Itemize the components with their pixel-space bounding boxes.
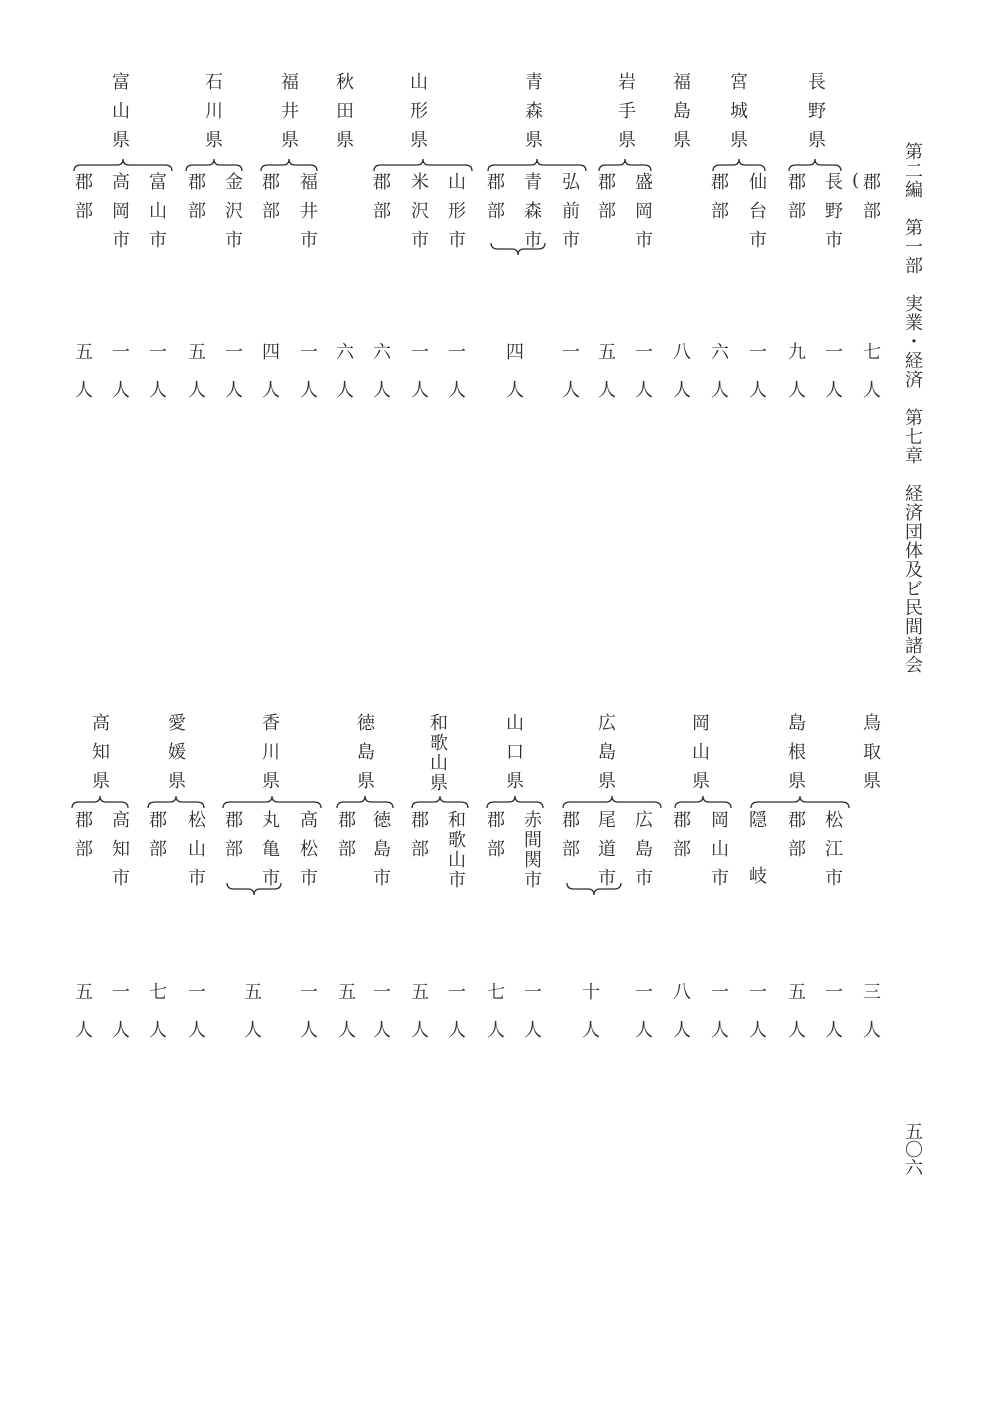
subdivision-name: 郡部 bbox=[595, 172, 616, 230]
subdivision-name: 郡部 bbox=[785, 810, 806, 868]
member-count: 一人 bbox=[445, 982, 466, 1058]
subdivision-name: 郡部 bbox=[335, 810, 356, 868]
member-count: 一人 bbox=[746, 342, 767, 418]
subdivision-name: 赤間関市 bbox=[521, 810, 542, 890]
grouping-brace bbox=[674, 795, 732, 811]
member-count: 五人 bbox=[408, 982, 429, 1058]
subdivision-name: 丸亀市 bbox=[259, 810, 280, 897]
member-count: 一人 bbox=[822, 342, 843, 418]
member-count: 一人 bbox=[222, 342, 243, 418]
member-count: 一人 bbox=[370, 982, 391, 1058]
running-head: 第二編 第一部 実業・経済 第七章 経済団体及ビ民間諸会 bbox=[902, 142, 923, 674]
member-count: 一人 bbox=[146, 342, 167, 418]
prefecture-name: 山形県 bbox=[407, 72, 428, 159]
member-count: 一人 bbox=[632, 342, 653, 418]
prefecture-name: 岡山県 bbox=[689, 713, 710, 800]
prefecture-name: 青森県 bbox=[522, 72, 543, 159]
paren-mark: ( bbox=[845, 170, 866, 191]
subdivision-name: 山形市 bbox=[445, 172, 466, 259]
grouping-brace bbox=[750, 795, 850, 811]
member-count: 九人 bbox=[785, 342, 806, 418]
member-count: 七人 bbox=[860, 342, 881, 418]
subdivision-name: 郡部 bbox=[785, 172, 806, 230]
subdivision-name: 郡部 bbox=[484, 172, 505, 230]
member-count: 五人 bbox=[335, 982, 356, 1058]
member-count: 一人 bbox=[822, 982, 843, 1058]
member-count: 七人 bbox=[146, 982, 167, 1058]
member-count: 一人 bbox=[632, 982, 653, 1058]
member-count: 一人 bbox=[109, 342, 130, 418]
member-count: 一人 bbox=[297, 982, 318, 1058]
subdivision-name: 郡部 bbox=[708, 172, 729, 230]
prefecture-name: 岩手県 bbox=[615, 72, 636, 159]
prefecture-name: 和歌山県 bbox=[427, 713, 448, 793]
member-count: 八人 bbox=[670, 342, 691, 418]
prefecture-name: 福島県 bbox=[670, 72, 691, 159]
grouping-brace bbox=[486, 795, 544, 811]
prefecture-name: 山口県 bbox=[503, 713, 524, 800]
prefecture-name: 徳島県 bbox=[354, 713, 375, 800]
grouping-brace bbox=[71, 795, 129, 811]
prefecture-name: 福井県 bbox=[278, 72, 299, 159]
member-count: 一人 bbox=[408, 342, 429, 418]
subdivision-name: 青森市 bbox=[521, 172, 542, 259]
member-count: 一人 bbox=[445, 342, 466, 418]
member-count: 五人 bbox=[595, 342, 616, 418]
member-count: 六人 bbox=[333, 342, 354, 418]
member-count: 一人 bbox=[109, 982, 130, 1058]
grouping-brace bbox=[222, 795, 322, 811]
subdivision-name: 金沢市 bbox=[222, 172, 243, 259]
member-count: 一人 bbox=[559, 342, 580, 418]
subdivision-name: 富山市 bbox=[146, 172, 167, 259]
member-count: 一人 bbox=[297, 342, 318, 418]
subdivision-name: 松山市 bbox=[185, 810, 206, 897]
subdivision-name: 郡部 bbox=[72, 810, 93, 868]
prefecture-name: 高知県 bbox=[89, 713, 110, 800]
grouping-brace bbox=[147, 795, 205, 811]
member-count: 一人 bbox=[521, 982, 542, 1058]
subdivision-name: 和歌山市 bbox=[445, 810, 466, 890]
subdivision-name: 松江市 bbox=[822, 810, 843, 897]
member-count: 七人 bbox=[484, 982, 505, 1058]
prefecture-name: 石川県 bbox=[202, 72, 223, 159]
subdivision-name: 郡部 bbox=[72, 172, 93, 230]
subdivision-name: 郡部 bbox=[222, 810, 243, 868]
subdivision-name: 郡部 bbox=[370, 172, 391, 230]
subdivision-name: 郡部 bbox=[670, 810, 691, 868]
member-count: 六人 bbox=[708, 342, 729, 418]
subdivision-name: 高松市 bbox=[297, 810, 318, 897]
member-count: 十人 bbox=[579, 982, 600, 1058]
prefecture-name: 島根県 bbox=[785, 713, 806, 800]
subdivision-name: 仙台市 bbox=[746, 172, 767, 259]
prefecture-name: 鳥取県 bbox=[860, 713, 881, 800]
subdivision-name: 尾道市 bbox=[595, 810, 616, 897]
subdivision-name: 長野市 bbox=[822, 172, 843, 259]
member-count: 一人 bbox=[746, 982, 767, 1058]
subdivision-name: 郡部 bbox=[559, 810, 580, 868]
member-count: 五人 bbox=[185, 342, 206, 418]
prefecture-name: 宮城県 bbox=[727, 72, 748, 159]
prefecture-name: 広島県 bbox=[595, 713, 616, 800]
subdivision-name: 盛岡市 bbox=[632, 172, 653, 259]
prefecture-name: 秋田県 bbox=[333, 72, 354, 159]
prefecture-name: 愛媛県 bbox=[165, 713, 186, 800]
member-count: 三人 bbox=[860, 982, 881, 1058]
prefecture-name: 長野県 bbox=[805, 72, 826, 159]
subdivision-name: 郡部 bbox=[259, 172, 280, 230]
page-number: 五〇六 bbox=[902, 1122, 923, 1176]
subdivision-name: 岡山市 bbox=[708, 810, 729, 897]
subdivision-name: 隠岐 bbox=[746, 810, 767, 922]
prefecture-name: 香川県 bbox=[259, 713, 280, 800]
subdivision-name: 高岡市 bbox=[109, 172, 130, 259]
member-count: 六人 bbox=[370, 342, 391, 418]
subdivision-name: 高知市 bbox=[109, 810, 130, 897]
grouping-brace bbox=[336, 795, 394, 811]
subdivision-name: 弘前市 bbox=[559, 172, 580, 259]
subdivision-name: 徳島市 bbox=[370, 810, 391, 897]
subdivision-name: 郡部 bbox=[860, 172, 881, 230]
member-count: 五人 bbox=[72, 342, 93, 418]
subdivision-name: 米沢市 bbox=[408, 172, 429, 259]
prefecture-name: 富山県 bbox=[109, 72, 130, 159]
member-count: 一人 bbox=[185, 982, 206, 1058]
member-count: 八人 bbox=[670, 982, 691, 1058]
member-count: 四人 bbox=[259, 342, 280, 418]
subdivision-name: 広島市 bbox=[632, 810, 653, 897]
member-count: 五人 bbox=[72, 982, 93, 1058]
grouping-brace bbox=[411, 795, 469, 811]
subdivision-name: 郡部 bbox=[484, 810, 505, 868]
member-count: 四人 bbox=[503, 342, 524, 418]
subdivision-name: 郡部 bbox=[408, 810, 429, 868]
member-count: 五人 bbox=[241, 982, 262, 1058]
subdivision-name: 福井市 bbox=[297, 172, 318, 259]
member-count: 一人 bbox=[708, 982, 729, 1058]
subdivision-name: 郡部 bbox=[146, 810, 167, 868]
grouping-brace bbox=[562, 795, 662, 811]
subdivision-name: 郡部 bbox=[185, 172, 206, 230]
member-count: 五人 bbox=[785, 982, 806, 1058]
